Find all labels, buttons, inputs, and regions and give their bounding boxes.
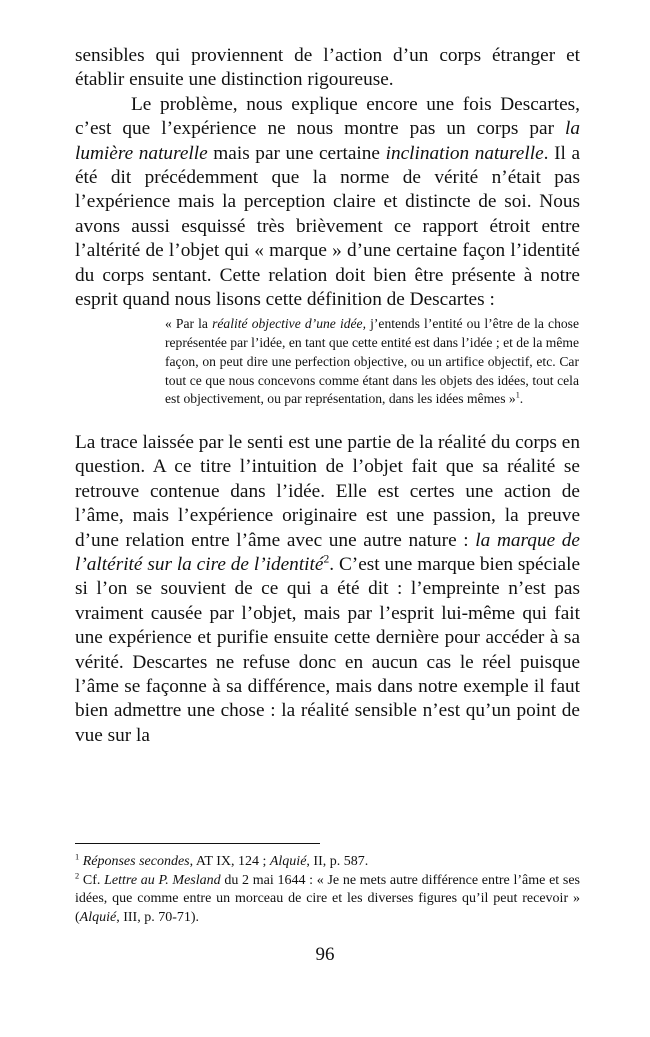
paragraph-2-text-b: mais par une certaine xyxy=(207,142,386,164)
page-body xyxy=(75,44,580,748)
paragraph-1-text: sensibles qui proviennent de l’action d’un corps étranger et établir ensuite une distinction rigoureuse. xyxy=(75,45,580,91)
footnote-1-italic-author: Alquié xyxy=(269,854,307,869)
footnote-2-italic-title: Lettre au P. Mesland xyxy=(104,872,221,888)
footnote-ref-1: 1 xyxy=(515,390,520,400)
paragraph-2-text-a: Le problème, nous explique encore une fois Descartes, c’est que l’expérience ne nous montre pas un corps par xyxy=(75,93,580,140)
footnote-1-text-a: , AT IX, 124 ; xyxy=(189,854,270,869)
paragraph-2 xyxy=(75,93,580,313)
quote-text-a: « Par la xyxy=(165,316,213,332)
footnote-divider xyxy=(75,843,320,844)
footnote-2-text-c: , III, p. 70-71). xyxy=(116,909,200,925)
quote-text-b: j’entends l’entité ou l’être de la chose représentée par l’idée, en tant que cette entité est dans l’idée ; et de la même façon, on peut dire une perfection objective, ou un artifice objectif, etc. Car tout ce que nous concevons comme étant dans les objets des idées, tout cela est objectivement, ou par représentation, dans les idées mêmes » xyxy=(165,316,579,407)
footnote-1-italic-title: Réponses secondes xyxy=(82,854,190,869)
paragraph-2-text-c: . Il a été dit précédemment que la norme de vérité n’était pas l’expérience mais la perception claire et distincte de soi. Nous avons aussi esquissé très brièvement ce rapport étroit entre l’altérité de l’objet qui « marque » d’une certaine façon l’identité du corps sentant. Cette relation doit bien être présente à notre esprit quand nous lisons cette définition de Descartes : xyxy=(75,142,581,311)
footnote-2-text-b: du 2 mai 1644 : « Je ne mets autre différence entre l’âme et ses idées, que comme entre un morceau de cire et les diverses figures qu’il peut recevoir » ( xyxy=(75,872,580,925)
paragraph-2-italic-inclination: inclination naturelle xyxy=(385,142,544,164)
footnote-2 xyxy=(75,872,580,928)
paragraph-1 xyxy=(75,44,580,93)
quote-end: . xyxy=(519,391,524,407)
footnote-1 xyxy=(75,853,580,872)
footnote-2-italic-author: Alquié xyxy=(79,909,117,925)
paragraph-3-text-a: La trace laissée par le senti est une partie de la réalité du corps en question. A ce titre l’intuition de l’objet fait que sa réalité se retrouve contenue dans l’idée. Elle est certes une action de l’âme, mais l’expérience originaire est une passion, la preuve d’une relation entre l’âme avec une autre nature : xyxy=(75,431,580,551)
footnote-1-text-b: , II, p. 587. xyxy=(306,854,369,869)
paragraph-3-italic: la marque de l’altérité sur la cire de l’identité xyxy=(75,529,580,576)
footnote-2-text-a: Cf. xyxy=(79,872,105,888)
paragraph-2-italic-lumiere: la lumière naturelle xyxy=(75,118,580,164)
paragraph-3-text-b: . C’est une marque bien spéciale si l’on se souvient de ce qui a été dit : l’empreinte n’est pas vraiment causée par l’objet, mais par l’esprit lui-même qui fait une expérience et purifie ensuite cette dernière pour accéder à sa vérité. Descartes ne refuse donc en aucun cas le réel puisque l’âme se façonne à sa différence, mais dans notre exemple il faut bien admettre une chose : la réalité sensible n’est qu’un point de vue sur la xyxy=(75,554,581,746)
footnote-ref-2: 2 xyxy=(323,552,330,566)
quote-italic: réalité objective d’une idée, xyxy=(212,316,366,332)
paragraph-gap xyxy=(75,409,580,431)
footnote-1-number: 1 xyxy=(75,852,80,862)
page-number: 96 xyxy=(315,944,335,965)
footnote-2-number: 2 xyxy=(75,870,80,880)
paragraph-3 xyxy=(75,431,580,748)
footnotes xyxy=(75,853,580,927)
block-quote xyxy=(165,315,579,409)
